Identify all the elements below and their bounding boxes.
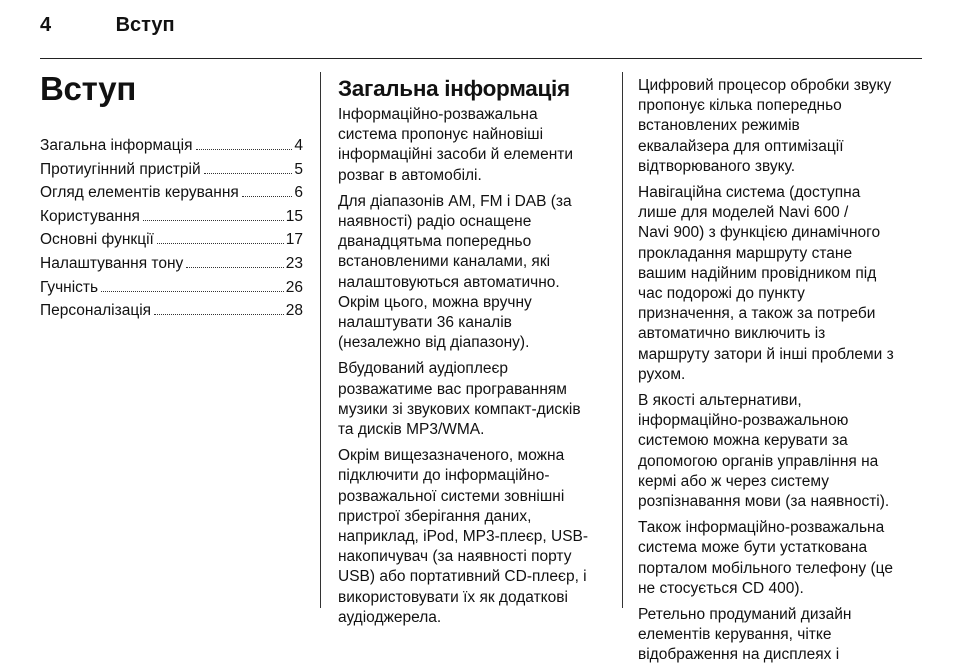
text-line: встановленими каналами, які: [338, 253, 551, 271]
toc-leader-dots: [204, 173, 293, 174]
paragraph: [638, 183, 908, 385]
article-body-continued: [638, 76, 908, 666]
toc-column: [40, 70, 303, 323]
toc-entry-page: 23: [285, 254, 303, 272]
toc-entry[interactable]: [40, 276, 303, 300]
toc-entry[interactable]: [40, 299, 303, 323]
toc-leader-dots: [101, 291, 284, 292]
toc-entry-page: 17: [285, 231, 303, 249]
text-line: система може бути устаткована: [638, 539, 868, 557]
text-line: аудіоджерела.: [338, 608, 442, 626]
toc-leader-dots: [242, 196, 293, 197]
text-line: підключити до інформаційно-: [338, 467, 550, 485]
toc-leader-dots: [157, 243, 284, 244]
toc-entry[interactable]: [40, 181, 303, 205]
paragraph: [338, 359, 606, 440]
toc-entry-page: 26: [285, 278, 303, 296]
text-line: лише для моделей Navi 600 /: [638, 204, 849, 222]
article-column-1: [338, 76, 606, 634]
text-line: призначення, а також за потреби: [638, 305, 876, 323]
text-line: автоматично виключить із: [638, 325, 826, 343]
text-line: допомогою органів управління на: [638, 452, 879, 470]
text-line: еквалайзера для оптимізації: [638, 137, 844, 155]
toc-entry[interactable]: [40, 228, 303, 252]
toc-leader-dots: [143, 220, 284, 221]
paragraph: [638, 518, 908, 599]
paragraph: [638, 605, 908, 666]
text-line: та дисків MP3/WMA.: [338, 421, 485, 439]
text-line: Для діапазонів AM, FM і DAB (за: [338, 192, 572, 210]
paragraph: [638, 391, 908, 512]
text-line: кермі або ж через систему: [638, 472, 829, 490]
text-line: встановлених режимів: [638, 117, 800, 135]
toc-leader-dots: [196, 149, 293, 150]
toc-entry-page: 5: [294, 160, 303, 178]
text-line: Окрім вищезазначеного, можна: [338, 447, 565, 465]
text-line: не стосується CD 400).: [638, 579, 804, 597]
table-of-contents: [40, 134, 303, 323]
text-line: В якості альтернативи,: [638, 392, 802, 410]
text-line: порталом мобільного телефону (це: [638, 559, 893, 577]
running-title: Вступ: [115, 14, 175, 36]
toc-entry[interactable]: [40, 252, 303, 276]
toc-entry-title: Користування: [40, 207, 140, 225]
toc-entry-page: 28: [285, 302, 303, 320]
paragraph: [338, 446, 606, 628]
text-line: пропонує кілька попередньо: [638, 97, 842, 115]
page-number: 4: [40, 14, 52, 36]
toc-entry-title: Налаштування тону: [40, 254, 184, 272]
text-line: пристрої зберігання даних,: [338, 507, 532, 525]
text-line: накопичувач (за наявності порту: [338, 548, 572, 566]
text-line: система пропонує найновіші: [338, 126, 544, 144]
toc-leader-dots: [154, 314, 284, 315]
text-line: Цифровий процесор обробки звуку: [638, 77, 892, 94]
toc-entry-title: Основні функції: [40, 231, 154, 249]
article-body: [338, 105, 606, 628]
text-line: наявності) радіо оснащене: [338, 213, 532, 231]
text-line: маршруту затори й інші проблеми з: [638, 345, 894, 363]
text-line: розважатиме вас програванням: [338, 380, 567, 398]
text-line: вашим надійним провідником під: [638, 264, 877, 282]
text-line: Навігаційна система (доступна: [638, 184, 861, 202]
toc-entry-title: Персоналізація: [40, 302, 152, 320]
text-line: Окрім цього, можна вручну: [338, 293, 532, 311]
text-line: USB) або портативний CD-плеєр, і: [338, 568, 587, 586]
text-line: системою можна керувати за: [638, 432, 848, 450]
column-divider: [320, 72, 321, 608]
toc-leader-dots: [186, 267, 283, 268]
text-line: музики зі звукових компакт-дисків: [338, 400, 581, 418]
text-line: прокладання маршруту стане: [638, 244, 853, 262]
text-line: розваг в автомобілі.: [338, 166, 482, 184]
running-head: [40, 14, 175, 37]
text-line: розважальної системи зовнішні: [338, 487, 565, 505]
text-line: рухом.: [638, 365, 686, 383]
text-line: наприклад, iPod, MP3-плеєр, USB-: [338, 528, 589, 546]
text-line: Navi 900) з функцією динамічного: [638, 224, 881, 242]
text-line: розпізнавання мови (за наявності).: [638, 493, 890, 511]
paragraph: [638, 76, 908, 177]
text-line: використовувати їх як додаткові: [338, 588, 568, 606]
text-line: відтворюваного звуку.: [638, 157, 796, 175]
toc-entry-page: 6: [294, 184, 303, 202]
toc-entry[interactable]: [40, 205, 303, 229]
text-line: налаштовуються автоматично.: [338, 273, 560, 291]
text-line: Інформаційно-розважальна: [338, 106, 538, 123]
text-line: інформаційно-розважальною: [638, 412, 849, 430]
text-line: елементів керування, чітке: [638, 626, 832, 644]
text-line: Також інформаційно-розважальна: [638, 519, 885, 537]
text-line: дванадцятьма попередньо: [338, 233, 532, 251]
toc-entry-page: 15: [285, 207, 303, 225]
toc-entry-title: Огляд елементів керування: [40, 184, 239, 202]
text-line: (незалежно від діапазону).: [338, 334, 530, 352]
section-title: Вступ: [40, 70, 136, 107]
toc-entry-title: Протиугінний пристрій: [40, 160, 201, 178]
header-rule: [40, 58, 922, 59]
article-heading: Загальна інформація: [338, 76, 570, 101]
text-line: час подорожі до пункту: [638, 285, 805, 303]
paragraph: [338, 192, 606, 354]
text-line: Вбудований аудіоплеєр: [338, 360, 509, 378]
text-line: інформаційні засоби й елементи: [338, 146, 574, 164]
text-line: відображення на дисплеях і: [638, 646, 840, 664]
article-column-2: [638, 76, 908, 672]
toc-entry[interactable]: [40, 134, 303, 158]
column-divider: [622, 72, 623, 608]
text-line: Ретельно продуманий дизайн: [638, 606, 852, 624]
text-line: налаштувати 36 каналів: [338, 314, 512, 332]
paragraph: [338, 105, 606, 186]
toc-entry-page: 4: [294, 137, 303, 154]
toc-entry-title: Гучність: [40, 278, 99, 296]
toc-entry-title: Загальна інформація: [40, 137, 193, 154]
toc-entry[interactable]: [40, 158, 303, 182]
